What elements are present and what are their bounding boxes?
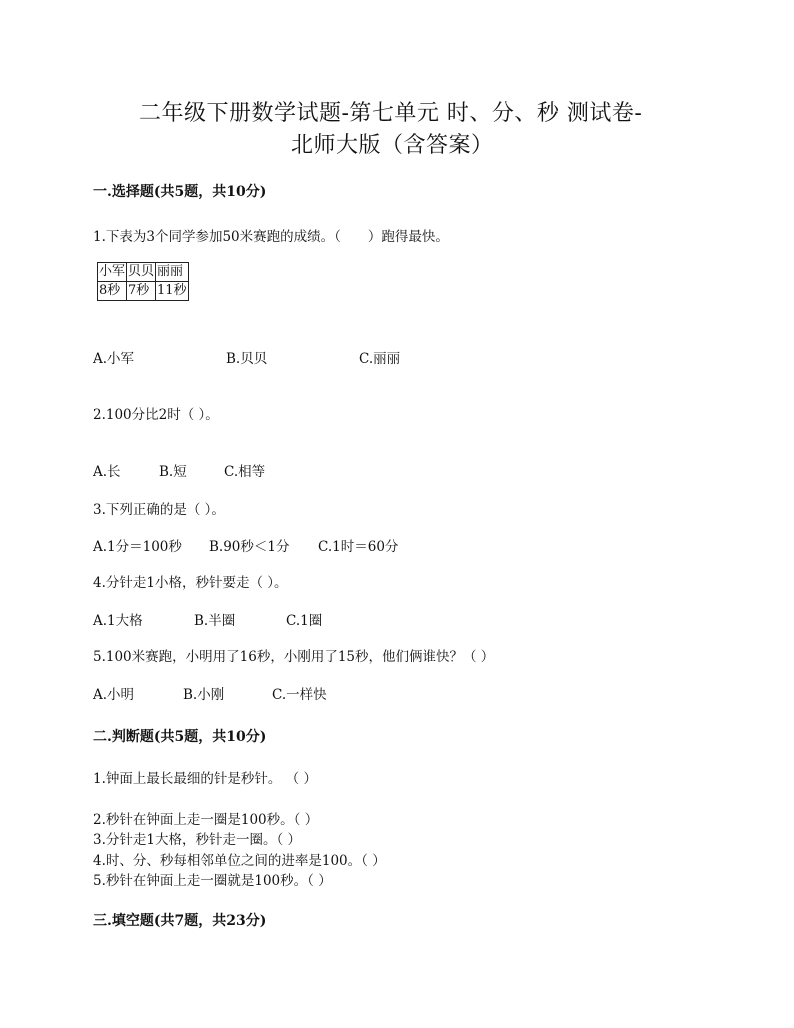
q5-option-b: B.小刚 [183,687,225,703]
document-title-line1: 二年级下册数学试题-第七单元 时、分、秒 测试卷- [139,101,643,126]
q1-option-c: C.丽丽 [359,351,401,367]
q3-option-a: A.1分＝100秒 [93,539,182,555]
section1-heading: 一.选择题(共5题，共10分) [93,184,267,200]
table-row [98,282,189,301]
q3-option-c: C.1时＝60分 [318,539,399,555]
score-table [97,262,189,301]
q2-option-b: B.短 [159,464,187,480]
table-cell: 丽丽 [156,263,189,282]
q3-option-b: B.90秒＜1分 [209,539,290,555]
judge-item-4: 4.时、分、秒每相邻单位之间的进率是100。（ ） [93,853,386,869]
section3-heading: 三.填空题(共7题，共23分) [93,913,267,929]
section2-heading: 二.判断题(共5题，共10分) [93,729,267,745]
judge-item-1: 1.钟面上最长最细的针是秒针。 （ ） [93,771,317,787]
table-cell: 小军 [98,263,127,282]
q2-option-a: A.长 [93,464,121,480]
question-3-text: 3.下列正确的是（ ）。 [93,502,225,518]
judge-item-3: 3.分针走1大格，秒针走一圈。（ ） [93,832,302,848]
question-2-text: 2.100分比2时（ ）。 [93,407,219,423]
q2-option-c: C.相等 [224,464,266,480]
table-cell: 11秒 [156,282,189,301]
q1-option-a: A.小军 [93,351,135,367]
table-cell: 8秒 [98,282,127,301]
q4-option-c: C.1圈 [286,613,323,629]
question-5-text: 5.100米赛跑，小明用了16秒，小刚用了15秒，他们俩谁快？（ ） [93,649,495,665]
q4-option-a: A.1大格 [93,613,143,629]
table-cell: 7秒 [127,282,156,301]
judge-item-5: 5.秒针在钟面上走一圈就是100秒。（ ） [93,873,332,889]
question-4-text: 4.分针走1小格，秒针要走（ ）。 [93,575,288,591]
table-row [98,263,189,282]
question-1-text: 1.下表为3个同学参加50米赛跑的成绩。（ ）跑得最快。 [93,229,449,245]
document-title-line2: 北师大版（含答案） [291,133,494,158]
q5-option-a: A.小明 [93,687,135,703]
judge-item-2: 2.秒针在钟面上走一圈是100秒。（ ） [93,812,319,828]
q4-option-b: B.半圈 [194,613,236,629]
table-cell: 贝贝 [127,263,156,282]
q5-option-c: C.一样快 [272,687,327,703]
q1-option-b: B.贝贝 [226,351,268,367]
